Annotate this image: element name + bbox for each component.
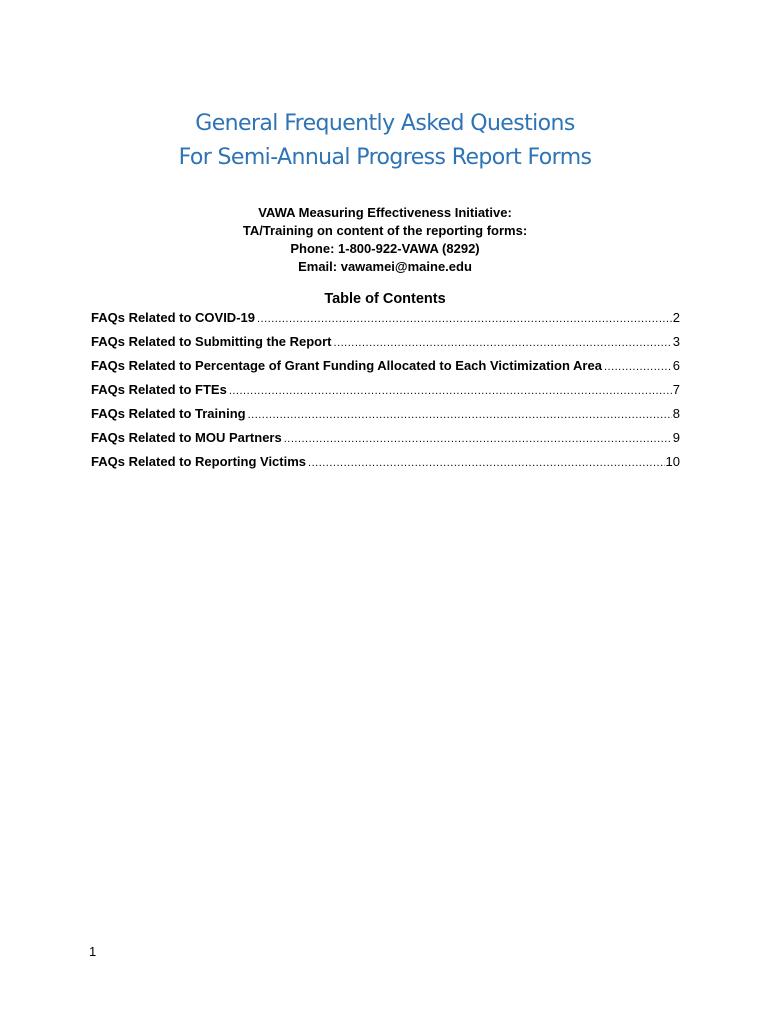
toc-entry-label[interactable]: FAQs Related to Training <box>91 406 246 421</box>
toc-entry-grant-funding[interactable] <box>91 358 680 382</box>
contact-email: Email: vawamei@maine.edu <box>298 259 472 274</box>
toc-entry-page[interactable]: 7 <box>672 382 680 397</box>
toc-leader-dots <box>248 409 672 421</box>
toc-entry-page[interactable]: 2 <box>672 310 680 325</box>
toc-leader-dots <box>334 337 672 349</box>
toc-entry-page[interactable]: 10 <box>665 454 680 469</box>
contact-initiative: VAWA Measuring Effectiveness Initiative: <box>258 205 512 220</box>
toc-leader-dots <box>284 433 672 445</box>
contact-phone: Phone: 1-800-922-VAWA (8292) <box>290 241 480 256</box>
toc-entry-page[interactable]: 8 <box>672 406 680 421</box>
toc-entry-label[interactable]: FAQs Related to Submitting the Report <box>91 334 332 349</box>
toc-entry-mou-partners[interactable] <box>91 430 680 454</box>
toc-entry-ftes[interactable] <box>91 382 680 406</box>
page-number: 1 <box>89 944 97 959</box>
document-title-line-1: General Frequently Asked Questions <box>195 111 575 136</box>
toc-entry-page[interactable]: 9 <box>672 430 680 445</box>
toc-leader-dots <box>604 361 672 373</box>
table-of-contents <box>91 310 680 478</box>
document-title-line-2: For Semi-Annual Progress Report Forms <box>178 145 592 170</box>
toc-entry-reporting-victims[interactable] <box>91 454 680 478</box>
toc-leader-dots <box>257 313 672 325</box>
toc-leader-dots <box>229 385 672 397</box>
toc-heading: Table of Contents <box>324 291 446 307</box>
toc-entry-page[interactable]: 3 <box>672 334 680 349</box>
toc-entry-covid[interactable] <box>91 310 680 334</box>
toc-entry-label[interactable]: FAQs Related to Reporting Victims <box>91 454 307 469</box>
toc-entry-label[interactable]: FAQs Related to Percentage of Grant Funding Allocated to Each Victimization Area <box>91 358 602 373</box>
toc-entry-training[interactable] <box>91 406 680 430</box>
toc-leader-dots <box>308 457 665 469</box>
contact-training: TA/Training on content of the reporting forms: <box>242 223 528 238</box>
toc-entry-label[interactable]: FAQs Related to FTEs <box>91 382 227 397</box>
toc-entry-label[interactable]: FAQs Related to COVID-19 <box>91 310 255 325</box>
toc-entry-page[interactable]: 6 <box>672 358 680 373</box>
toc-entry-submitting[interactable] <box>91 334 680 358</box>
toc-entry-label[interactable]: FAQs Related to MOU Partners <box>91 430 282 445</box>
